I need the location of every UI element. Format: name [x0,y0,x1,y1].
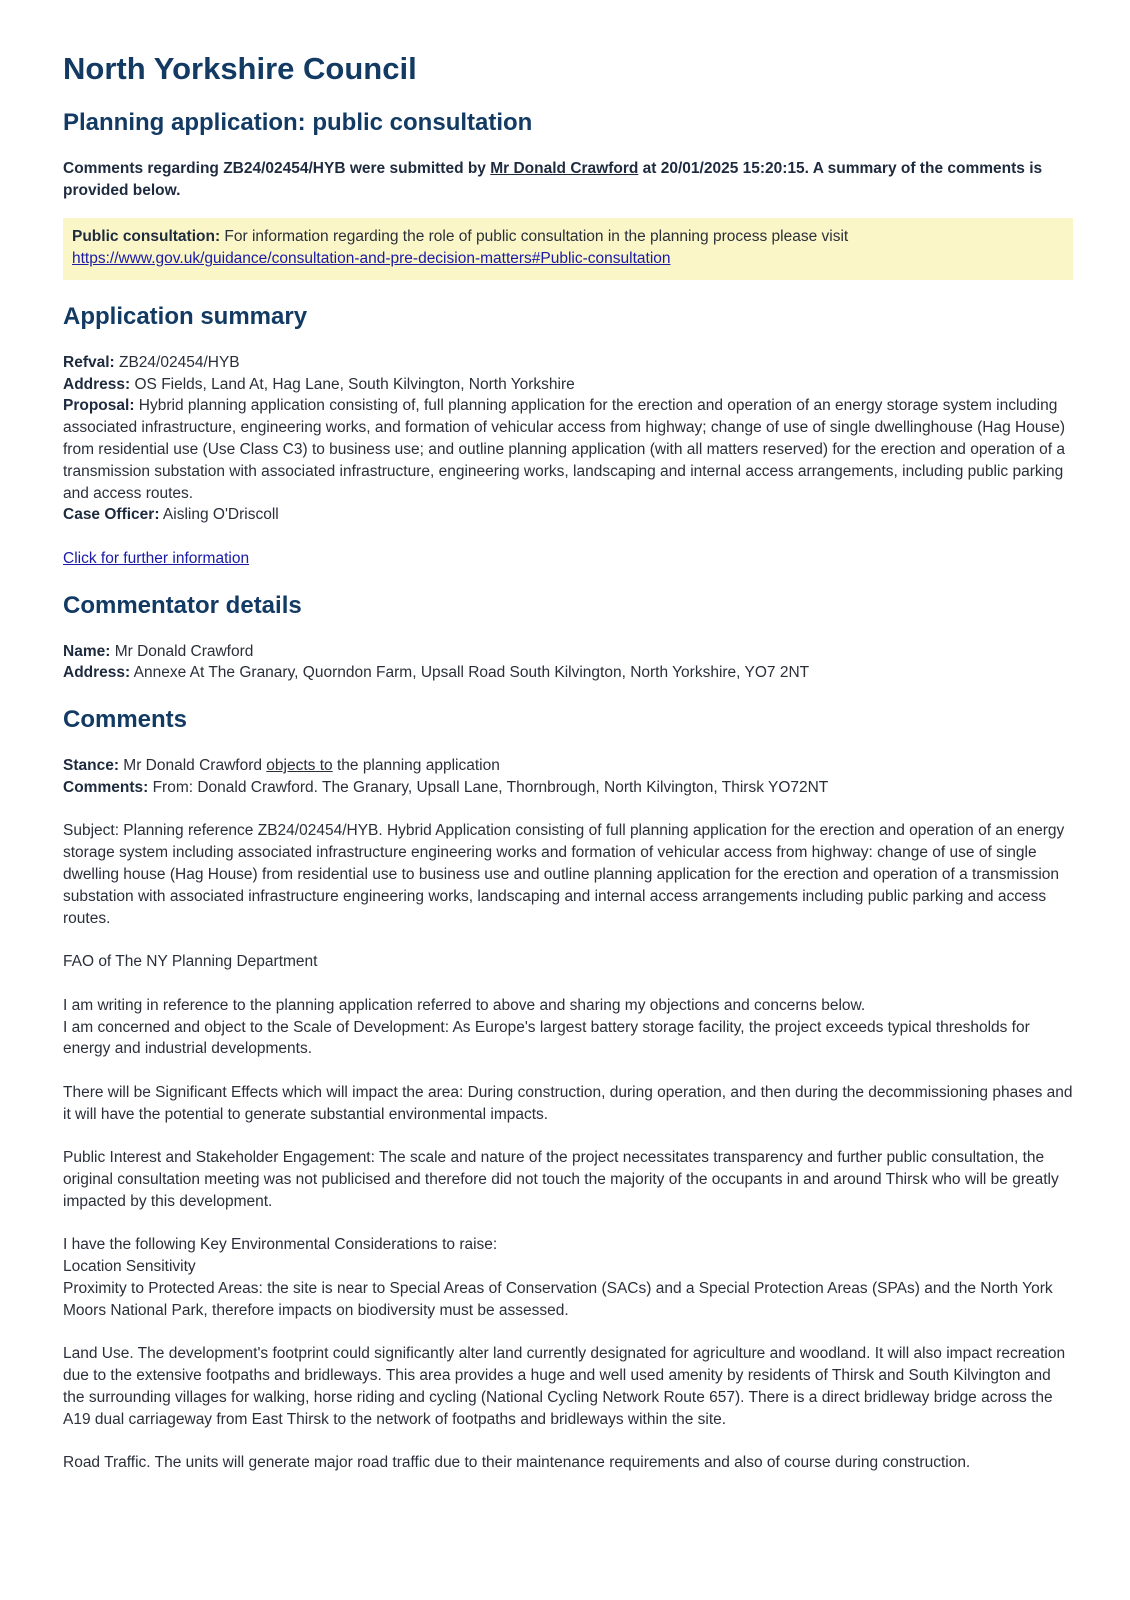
application-summary [63,352,1073,570]
page-title: Planning application: public consultation [63,109,533,137]
comment-fao: FAO of The NY Planning Department [63,953,318,971]
intro-suffix: at 20/01/2025 15:20:15. A summary of the comments is provided below. [63,159,1043,199]
comment-key-environmental: I have the following Key Environmental Considerations to raise: [63,1236,498,1254]
gov-guidance-link[interactable]: https://www.gov.uk/guidance/consultation-and-pre-decision-matters#Public-consultation [72,249,671,267]
commentator-address-row [63,662,1073,684]
council-name: North Yorkshire Council [63,51,417,86]
comments-heading: Comments [63,706,188,734]
case-officer-label: Case Officer: [63,506,160,524]
proposal-value: Hybrid planning application consisting of, full planning application for the erection and operation of an energy storage system including associated infrastructure, engineering works, and formation of vehicular access from highway; change of use of single dwellinghouse (Hag House) from residential use (Use Class C3) to business use; and outline planning application (with all matters reserved) for the erection and operation of a transmission substation with associated infrastructure, engineering works, landscaping and internal access arrangements, including public parking and access routes. [63,397,1066,502]
intro-prefix: Comments regarding ZB24/02454/HYB were submitted by [63,159,491,177]
document-page [63,50,1073,1474]
commentator-name-label: Name: [63,642,111,660]
commentator-address-value: Annexe At The Granary, Quorndon Farm, Upsall Road South Kilvington, North Yorkshire, YO7 2NT [130,664,810,682]
refval-value: ZB24/02454/HYB [114,353,240,371]
stance-value: objects to [266,756,333,774]
comments-body [63,755,1073,1474]
proposal-row [63,395,1073,504]
stance-prefix: Mr Donald Crawford [119,756,267,774]
refval-row [63,352,1073,374]
commentator-name-row [63,641,1073,663]
comment-public-interest: Public Interest and Stakeholder Engagement: The scale and nature of the project necessitates transparency and further public consultation, the original consultation meeting was not publicised and therefore did not touch the majority of the occupants in and around Thirsk who will be greatly impacted by this development. [63,1149,1059,1210]
comment-writing-reference: I am writing in reference to the planning application referred to above and sharing my objections and concerns below. [63,996,866,1014]
comments-row [63,777,1073,799]
proposal-label: Proposal: [63,397,135,415]
comment-location-sensitivity: Location Sensitivity [63,1258,196,1276]
application-summary-heading: Application summary [63,302,308,330]
comment-land-use: Land Use. The development's footprint could significantly alter land currently designated for agriculture and woodland. It will also impact recreation due to the extensive footpaths and bridleways. This area provides a huge and well used amenity by residents of Thirsk and South Kilvington and the surrounding villages for walking, horse riding and cycling (National Cycling Network Route 657). There is a direct bridleway bridge across the A19 dual carriageway from East Thirsk to the network of footpaths and bridleways within the site. [63,1345,1066,1428]
stance-row [63,755,1073,777]
commentator-address-label: Address: [63,664,131,682]
further-information-link[interactable]: Click for further information [63,549,250,567]
case-officer-value: Aisling O'Driscoll [159,506,279,524]
address-label: Address: [63,375,131,393]
comment-proximity: Proximity to Protected Areas: the site is near to Special Areas of Conservation (SACs) and a Special Protection Areas (SPAs) and the North York Moors National Park, therefore impacts on biodiversity must be assessed. [63,1280,1053,1319]
comment-significant-effects: There will be Significant Effects which will impact the area: During construction, during operation, and then during the decommissioning phases and it will have the potential to generate substantial environmental impacts. [63,1083,1073,1123]
commentator-details-heading: Commentator details [63,591,302,619]
address-value: OS Fields, Land At, Hag Lane, South Kilvington, North Yorkshire [130,375,575,393]
notice-label: Public consultation: [72,227,221,245]
submitter-link[interactable]: Mr Donald Crawford [490,159,639,177]
stance-suffix: the planning application [332,756,500,774]
refval-label: Refval: [63,353,115,371]
comments-first-line: From: Donald Crawford. The Granary, Upsall Lane, Thornbrough, North Kilvington, Thirsk YO72NT [148,778,829,796]
commentator-details [63,641,1073,685]
comment-road-traffic: Road Traffic. The units will generate major road traffic due to their maintenance requirements and also of course during construction. [63,1454,971,1472]
comments-label: Comments: [63,778,149,796]
case-officer-row [63,504,1073,526]
comment-scale-objection: I am concerned and object to the Scale of Development: As Europe's largest battery storage facility, the project exceeds typical thresholds for energy and industrial developments. [63,1018,1030,1058]
notice-text: For information regarding the role of public consultation in the planning process please visit [220,227,849,245]
public-consultation-notice [63,218,1073,280]
stance-label: Stance: [63,756,119,774]
comment-subject: Subject: Planning reference ZB24/02454/HYB. Hybrid Application consisting of full planning application for the erection and operation of an energy storage system including associated infrastructure engineering works and formation of vehicular access from highway: change of use of single dwelling house (Hag House) from residential use to business use and outline planning application for the erection and operation of a transmission substation with associated infrastructure engineering works, landscaping and internal access arrangements including public parking and access routes. [63,822,1065,927]
intro-paragraph [63,158,1073,202]
address-row [63,374,1073,396]
commentator-name-value: Mr Donald Crawford [110,642,254,660]
